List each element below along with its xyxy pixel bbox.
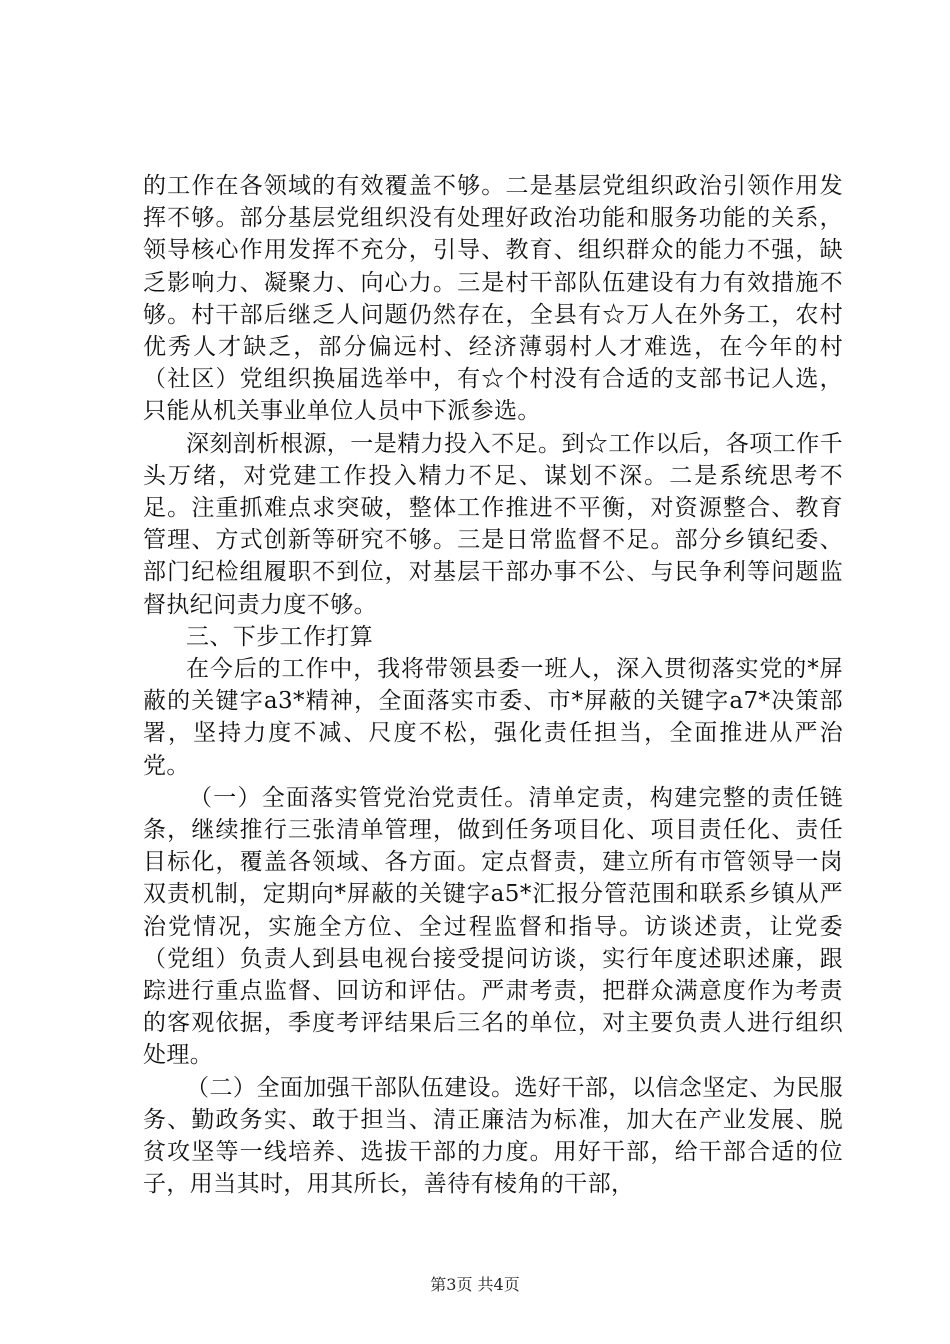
page-number: 第3页 共4页 xyxy=(430,1275,520,1294)
document-body xyxy=(143,170,843,1201)
paragraph-coverage-issues: 的工作在各领域的有效覆盖不够。二是基层党组织政治引领作用发挥不够。部分基层党组织没有处理好政治功能和服务功能的关系，领导核心作用发挥不充分，引导、教育、组织群众的能力不强，缺乏影响力、凝聚力、向心力。三是村干部队伍建设有力有效措施不够。村干部后继乏人问题仍然存在，全县有☆万人在外务工，农村优秀人才缺乏，部分偏远村、经济薄弱村人才难选，在今年的村（社区）党组织换届选举中，有☆个村没有合适的支部书记人选，只能从机关事业单位人员中下派参选。 xyxy=(143,173,843,425)
paragraph-responsibility: （一）全面落实管党治党责任。清单定责，构建完整的责任链条，继续推行三张清单管理，做到任务项目化、项目责任化、责任目标化，覆盖各领域、各方面。定点督责，建立所有市管领导一岗双责机制，定期向*屏蔽的关键字a5*汇报分管范围和联系乡镇从严治党情况，实施全方位、全过程监督和指导。访谈述责，让党委（党组）负责人到县电视台接受提问访谈，实行年度述职述廉，跟踪进行重点监督、回访和评估。严肃考责，把群众满意度作为考责的客观依据，季度考评结果后三名的单位，对主要负责人进行组织处理。 xyxy=(143,784,843,1069)
paragraph-future-work: 在今后的工作中，我将带领县委一班人，深入贯彻落实党的*屏蔽的关键字a3*精神，全面落实市委、市*屏蔽的关键字a7*决策部署，坚持力度不减、尺度不松，强化责任担当，全面推进从严治党。 xyxy=(143,656,843,779)
section-heading-next-steps: 三、下步工作打算 xyxy=(186,623,374,650)
paragraph-root-causes: 深刻剖析根源，一是精力投入不足。到☆工作以后，各项工作千头万绪，对党建工作投入精力不足、谋划不深。二是系统思考不足。注重抓难点求突破，整体工作推进不平衡，对资源整合、教育管理、方式创新等研究不够。三是日常监督不足。部分乡镇纪委、部门纪检组履职不到位，对基层干部办事不公、与民争利等问题监督执纪问责力度不够。 xyxy=(143,430,843,618)
paragraph-cadre-team: （二）全面加强干部队伍建设。选好干部，以信念坚定、为民服务、勤政务实、敢于担当、清正廉洁为标准，加大在产业发展、脱贫攻坚等一线培养、选拔干部的力度。用好干部，给干部合适的位子，用当其时，用其所长，善待有棱角的干部， xyxy=(143,1074,843,1198)
